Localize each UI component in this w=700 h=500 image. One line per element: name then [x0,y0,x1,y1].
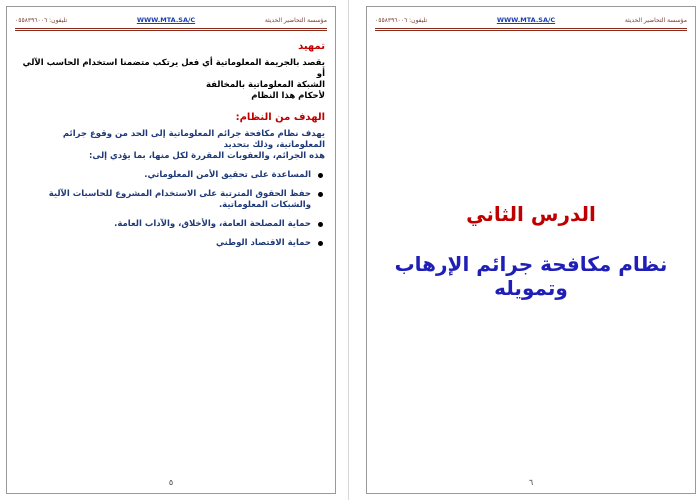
bullet-icon [318,173,323,178]
list-item [17,170,325,181]
list-item [17,189,325,211]
goals-list [17,170,325,249]
page-header [15,12,327,31]
intro-paragraph [17,58,325,102]
header-url-link[interactable]: WWW.MTA.SA/C [496,16,556,24]
page-header [375,12,687,31]
page-number: ٥ [168,478,174,487]
bullet-icon [318,192,323,197]
goal-heading: الهدف من النظام: [235,112,325,123]
title-block [367,202,695,300]
document-page-right [366,6,696,494]
list-item-text: حماية الاقتصاد الوطني [216,238,311,248]
header-url-link[interactable]: WWW.MTA.SA/C [136,16,196,24]
intro-line: الشبكة المعلوماتية بالمخالفة [206,80,325,90]
document-page-left [6,6,336,494]
header-phone: تليفون: ٠٥٥٨٣٩٦٠٠٦ [15,16,68,24]
header-org-name: مؤسسة التحاضير الحديثة [624,16,687,24]
list-item-text: حماية المصلحة العامة، والأخلاق، والآداب العامة. [114,219,311,229]
main-title: نظام مكافحة جرائم الإرهاب وتمويله [394,252,668,300]
list-item-text: حفظ الحقوق المترتبة على الاستخدام المشروع للحاسبات الآلية والشبكات المعلوماتية. [48,189,311,210]
page-gutter [348,0,349,500]
bullet-icon [318,222,323,227]
list-item [17,238,325,249]
list-item-text: المساعدة على تحقيق الأمن المعلوماتي. [144,170,311,180]
intro-line: لأحكام هذا النظام [251,91,325,101]
header-phone: تليفون: ٠٥٥٨٣٩٦٠٠٦ [375,16,428,24]
page-number: ٦ [528,478,534,487]
intro-heading: تمهيد [298,41,325,52]
page-content [17,37,325,257]
intro-line: يقصد بالجريمة المعلوماتية أي فعل يرتكب متضمنا استخدام الحاسب الآلي أو [22,58,325,79]
goal-line: يهدف نظام مكافحة جرائم المعلوماتية إلى الحد من وقوع جرائم المعلوماتية، وذلك بتحديد [62,129,325,150]
header-org-name: مؤسسة التحاضير الحديثة [264,16,327,24]
goal-line: هذه الجرائم، والعقوبات المقررة لكل منها، بما يؤدي إلى: [88,151,325,161]
goal-paragraph [17,129,325,162]
bullet-icon [318,241,323,246]
list-item [17,219,325,230]
lesson-title: الدرس الثاني [466,202,596,226]
